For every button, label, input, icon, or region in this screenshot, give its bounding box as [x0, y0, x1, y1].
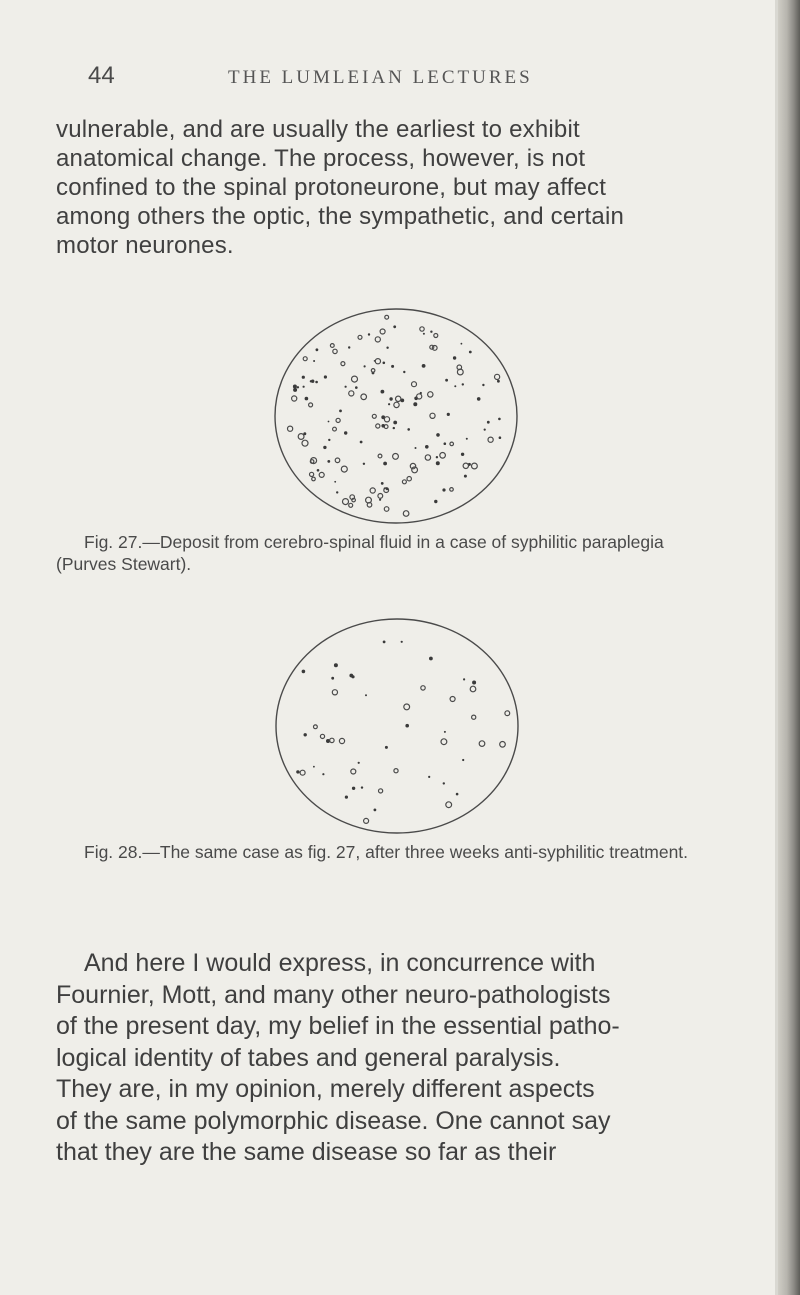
- cell-dot: [447, 413, 450, 416]
- cell-dot: [505, 711, 510, 716]
- cell-dot: [442, 488, 445, 491]
- caption-text: —The same case as fig. 27, after three weeks anti-syphilitic treatment.: [142, 842, 689, 862]
- cell-dot: [497, 380, 500, 383]
- cell-dot: [341, 466, 347, 472]
- cell-dot: [383, 462, 387, 466]
- cell-dot: [332, 690, 337, 695]
- cell-dot: [297, 386, 299, 388]
- cell-dot: [344, 431, 347, 434]
- cell-dot: [469, 351, 472, 354]
- cell-dot: [375, 359, 380, 364]
- cell-dot: [413, 402, 417, 406]
- paragraph-bottom: [56, 948, 701, 1169]
- cell-dot: [317, 469, 320, 472]
- deposit-cells: [288, 315, 502, 516]
- cell-dot: [464, 475, 467, 478]
- cell-dot: [487, 421, 490, 424]
- cell-dot: [304, 733, 307, 736]
- cell-dot: [323, 446, 326, 449]
- cell-dot: [302, 670, 306, 674]
- cell-dot: [403, 371, 405, 373]
- cell-dot: [450, 697, 455, 702]
- cell-dot: [472, 681, 476, 685]
- cell-dot: [374, 809, 377, 812]
- cell-dot: [482, 384, 484, 386]
- figure-28-caption: [56, 841, 706, 863]
- cell-dot: [364, 818, 369, 823]
- cell-dot: [349, 674, 353, 678]
- text-line: of the same polymorphic disease. One cannot say: [56, 1106, 611, 1135]
- cell-dot: [379, 499, 381, 501]
- cell-dot: [393, 427, 395, 429]
- cell-dot: [420, 392, 422, 394]
- cell-dot: [461, 453, 464, 456]
- cell-dot: [462, 759, 464, 761]
- cell-dot: [358, 335, 362, 339]
- cell-dot: [430, 413, 435, 418]
- cell-dot: [389, 397, 392, 400]
- cell-dot: [425, 445, 429, 449]
- cell-dot: [461, 343, 463, 345]
- cell-dot: [343, 499, 349, 505]
- page-number: 44: [88, 62, 115, 89]
- figure-28-microscope-field: [266, 610, 526, 842]
- cell-dot: [384, 487, 386, 489]
- cell-dot: [396, 396, 401, 401]
- cell-dot: [339, 410, 342, 413]
- cell-dot: [445, 379, 448, 382]
- cell-dot: [305, 397, 309, 401]
- cell-dot: [393, 421, 397, 425]
- cell-dot: [361, 786, 363, 788]
- cell-dot: [423, 333, 425, 335]
- cell-dot: [363, 463, 365, 465]
- cell-dot: [336, 418, 340, 422]
- cell-dot: [391, 365, 394, 368]
- cell-dot: [303, 357, 307, 361]
- figure-27-microscope-field: [266, 300, 526, 532]
- cell-dot: [450, 488, 454, 492]
- cell-dot: [499, 436, 502, 439]
- cell-dot: [463, 678, 465, 680]
- figure-label: Fig. 28.: [84, 842, 143, 862]
- cell-dot: [462, 383, 464, 385]
- cell-dot: [311, 380, 314, 383]
- cell-dot: [412, 382, 417, 387]
- cell-dot: [302, 440, 308, 446]
- cell-dot: [378, 494, 383, 499]
- caption-text: —Deposit from cerebro-spinal fluid in a case of syphilitic paraplegia (Purves Stewart).: [56, 532, 664, 574]
- cell-dot: [381, 482, 384, 485]
- cell-dot: [313, 766, 315, 768]
- cell-dot: [376, 424, 380, 428]
- cell-dot: [436, 461, 440, 465]
- cell-dot: [322, 773, 324, 775]
- cell-dot: [358, 762, 360, 764]
- cell-dot: [472, 463, 478, 469]
- cell-dot: [310, 472, 314, 476]
- cell-dot: [394, 402, 399, 407]
- cell-dot: [334, 481, 336, 483]
- cell-dot: [472, 715, 476, 719]
- cell-dot: [393, 325, 396, 328]
- cell-dot: [407, 477, 411, 481]
- cell-dot: [430, 331, 432, 333]
- cell-dot: [370, 488, 375, 493]
- cell-dot: [434, 500, 437, 503]
- deposit-cells: [296, 641, 510, 824]
- book-edge-shadow: [778, 0, 800, 1295]
- page-header: [0, 62, 800, 92]
- cell-dot: [417, 394, 422, 399]
- cell-dot: [470, 686, 476, 692]
- cell-dot: [436, 433, 440, 437]
- cell-dot: [446, 802, 452, 808]
- cell-dot: [333, 427, 337, 431]
- cell-dot: [422, 364, 426, 368]
- cell-dot: [372, 414, 376, 418]
- cell-dot: [428, 392, 433, 397]
- cell-dot: [341, 362, 345, 366]
- cell-dot: [316, 348, 319, 351]
- cell-dot: [300, 770, 305, 775]
- text-line: They are, in my opinion, merely different aspects: [56, 1075, 595, 1103]
- cell-dot: [315, 381, 318, 384]
- cell-dot: [355, 386, 358, 389]
- cell-dot: [444, 731, 446, 733]
- cell-dot: [454, 385, 456, 387]
- cell-dot: [328, 421, 330, 423]
- cell-dot: [371, 369, 375, 373]
- cell-dot: [349, 391, 354, 396]
- cell-dot: [404, 704, 410, 710]
- cell-dot: [484, 429, 486, 431]
- paragraph-top: [56, 115, 701, 260]
- cell-dot: [415, 447, 417, 449]
- cell-dot: [380, 329, 385, 334]
- cell-dot: [420, 327, 424, 331]
- cell-dot: [385, 315, 389, 319]
- text-line: of the present day, my belief in the essential patho-: [56, 1012, 620, 1040]
- cell-dot: [466, 438, 468, 440]
- cell-dot: [428, 776, 430, 778]
- cell-dot: [334, 663, 338, 667]
- cell-dot: [386, 487, 389, 490]
- cell-dot: [352, 376, 358, 382]
- cell-dot: [345, 796, 348, 799]
- cell-dot: [436, 456, 438, 458]
- cell-dot: [429, 657, 433, 661]
- cell-dot: [320, 734, 324, 738]
- cell-dot: [296, 770, 299, 773]
- cell-dot: [292, 396, 297, 401]
- cell-dot: [368, 333, 370, 335]
- cell-dot: [293, 385, 297, 389]
- cell-dot: [330, 344, 334, 348]
- cell-dot: [303, 386, 305, 388]
- cell-dot: [378, 454, 382, 458]
- cell-dot: [328, 439, 330, 441]
- cell-dot: [324, 375, 327, 378]
- text-line: vulnerable, and are usually the earliest to exhibit: [56, 116, 580, 143]
- cell-dot: [495, 374, 500, 379]
- cell-dot: [381, 390, 385, 394]
- cell-dot: [440, 453, 446, 459]
- cell-dot: [327, 460, 330, 463]
- text-line: among others the optic, the sympathetic, and certain: [56, 203, 625, 230]
- cell-dot: [333, 349, 337, 353]
- cell-dot: [384, 417, 389, 422]
- text-line: And here I would express, in concurrence with: [84, 949, 596, 977]
- cell-dot: [365, 694, 367, 696]
- cell-dot: [302, 376, 305, 379]
- cell-dot: [477, 397, 481, 401]
- text-line: Fournier, Mott, and many other neuro-pathologists: [56, 980, 611, 1009]
- cell-dot: [383, 362, 386, 365]
- cell-dot: [339, 738, 344, 743]
- cell-dot: [345, 386, 347, 388]
- cell-dot: [330, 738, 334, 742]
- cell-dot: [360, 441, 363, 444]
- cell-dot: [450, 442, 454, 446]
- cell-dot: [381, 424, 385, 428]
- cell-dot: [383, 641, 386, 644]
- cell-dot: [312, 477, 316, 481]
- text-line: anatomical change. The process, however, is not: [56, 145, 586, 172]
- cell-dot: [441, 739, 447, 745]
- cell-dot: [331, 677, 334, 680]
- cell-dot: [405, 724, 409, 728]
- cell-dot: [402, 480, 406, 484]
- cell-dot: [488, 437, 493, 442]
- cell-dot: [379, 789, 383, 793]
- cell-dot: [463, 463, 468, 468]
- cell-dot: [444, 442, 447, 445]
- figure-label: Fig. 27.: [84, 532, 143, 552]
- cell-dot: [309, 403, 313, 407]
- cell-dot: [425, 455, 430, 460]
- cell-dot: [407, 428, 410, 431]
- cell-dot: [352, 498, 356, 502]
- text-line: logical identity of tabes and general paralysis.: [56, 1043, 561, 1072]
- cell-dot: [385, 746, 388, 749]
- cell-dot: [393, 454, 399, 460]
- cell-dot: [434, 334, 438, 338]
- text-line: confined to the spinal protoneurone, but may affect: [56, 174, 607, 201]
- cell-dot: [349, 503, 353, 507]
- cell-dot: [394, 769, 398, 773]
- cell-dot: [298, 434, 304, 440]
- cell-dot: [293, 388, 297, 392]
- text-line: motor neurones.: [56, 232, 234, 259]
- cell-dot: [336, 491, 338, 493]
- cell-dot: [403, 511, 409, 517]
- cell-dot: [314, 725, 318, 729]
- cell-dot: [352, 787, 355, 790]
- figure-27-caption: [56, 531, 706, 575]
- cell-dot: [421, 686, 425, 690]
- cell-dot: [313, 360, 315, 362]
- cell-dot: [319, 472, 324, 477]
- cell-dot: [348, 346, 350, 348]
- cell-dot: [401, 641, 403, 643]
- running-head: THE LUMLEIAN LECTURES: [228, 67, 533, 88]
- cell-dot: [335, 458, 340, 463]
- cell-dot: [364, 365, 366, 367]
- cell-dot: [456, 793, 459, 796]
- cell-dot: [351, 769, 356, 774]
- cell-dot: [498, 418, 501, 421]
- cell-dot: [500, 742, 506, 748]
- cell-dot: [453, 356, 456, 359]
- text-line: that they are the same disease so far as their: [56, 1138, 557, 1166]
- cell-dot: [443, 782, 445, 784]
- cell-dot: [479, 741, 485, 747]
- cell-dot: [386, 347, 388, 349]
- cell-dot: [361, 394, 367, 400]
- cell-dot: [288, 426, 293, 431]
- cell-dot: [384, 507, 389, 512]
- cell-dot: [388, 403, 390, 405]
- cell-dot: [375, 337, 380, 342]
